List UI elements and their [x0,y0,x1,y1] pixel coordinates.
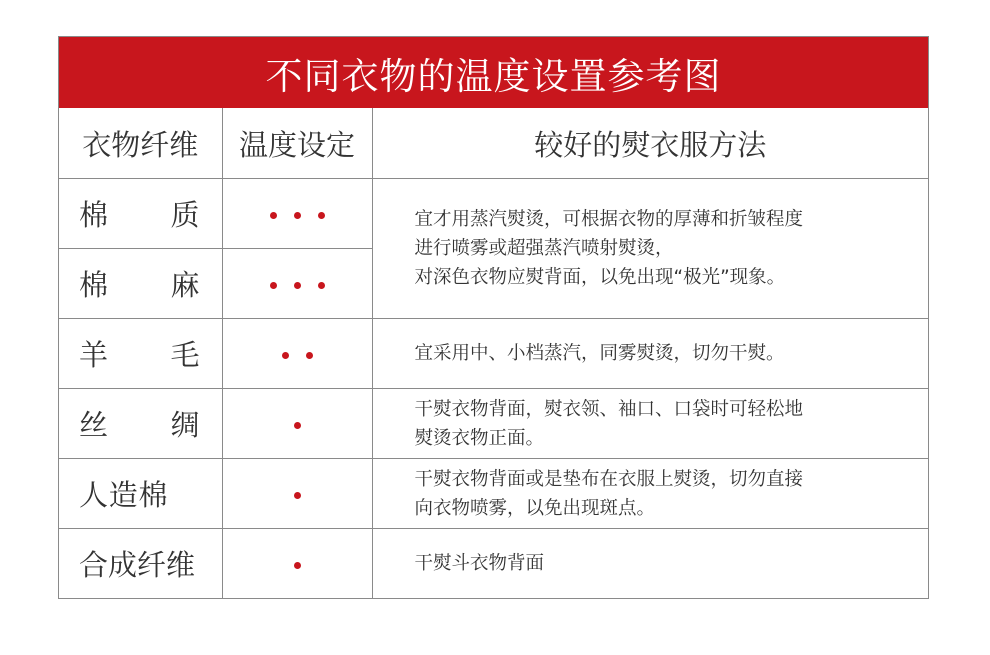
fabric-char: 麻 [170,268,200,302]
ironing-table [59,108,928,598]
table-row [59,179,928,249]
fabric-char: 棉 [138,478,168,512]
header-method: 较好的熨衣服方法 [372,108,928,179]
fabric-char: 人 [79,478,109,512]
header-temperature: 温度设定 [222,108,372,179]
table-title [59,37,928,108]
temperature-cell [222,319,372,389]
method-cell: 干熨衣物背面或是垫布在衣服上熨烫，切勿直接 向衣物喷雾，以免出现斑点。 [372,459,928,529]
temperature-cell [222,179,372,249]
fabric-char: 毛 [170,338,200,372]
temperature-dot [306,352,313,359]
temperature-dots [270,212,325,219]
fabric-char: 棉 [79,198,109,232]
table-title-text: 不同衣物的温度设置参考图 [265,54,722,98]
temperature-dots [294,562,301,569]
method-cell: 宜才用蒸汽熨烫，可根据衣物的厚薄和折皱程度 进行喷雾或超强蒸汽喷射熨烫， 对深色衣物应熨背面，以免出现“极光”现象。 [372,179,928,319]
table-row [59,459,928,529]
fabric-char: 绸 [170,408,200,442]
temperature-dot [318,212,325,219]
table-row [59,389,928,459]
fabric-cell [59,249,222,319]
temperature-reference-table [58,36,929,599]
fabric-char: 造 [108,478,138,512]
fabric-cell [59,319,222,389]
temperature-cell [222,459,372,529]
table-row [59,529,928,599]
temperature-dots [282,352,313,359]
temperature-dot [270,212,277,219]
temperature-dots [294,492,301,499]
fabric-cell [59,179,222,249]
fabric-cell [59,459,222,529]
method-cell: 干熨斗衣物背面 [372,529,928,599]
temperature-dots [294,422,301,429]
method-cell: 宜采用中、小档蒸汽，同雾熨烫，切勿干熨。 [372,319,928,389]
temperature-dots [270,282,325,289]
header-fabric: 衣物纤维 [59,108,222,179]
temperature-cell [222,389,372,459]
temperature-dot [282,352,289,359]
fabric-char: 丝 [79,408,109,442]
table-row [59,319,928,389]
temperature-dot [294,212,301,219]
fabric-char: 质 [170,198,200,232]
fabric-cell [59,389,222,459]
temperature-dot [294,492,301,499]
fabric-char: 棉 [79,268,109,302]
temperature-dot [270,282,277,289]
fabric-char: 合成纤维 [79,548,196,582]
temperature-cell [222,529,372,599]
header-row [59,108,928,179]
temperature-dot [294,282,301,289]
temperature-dot [294,562,301,569]
temperature-dot [294,422,301,429]
temperature-cell [222,249,372,319]
method-cell: 干熨衣物背面，熨衣领、袖口、口袋时可轻松地 熨烫衣物正面。 [372,389,928,459]
temperature-dot [318,282,325,289]
fabric-cell [59,529,222,599]
fabric-char: 羊 [79,338,109,372]
